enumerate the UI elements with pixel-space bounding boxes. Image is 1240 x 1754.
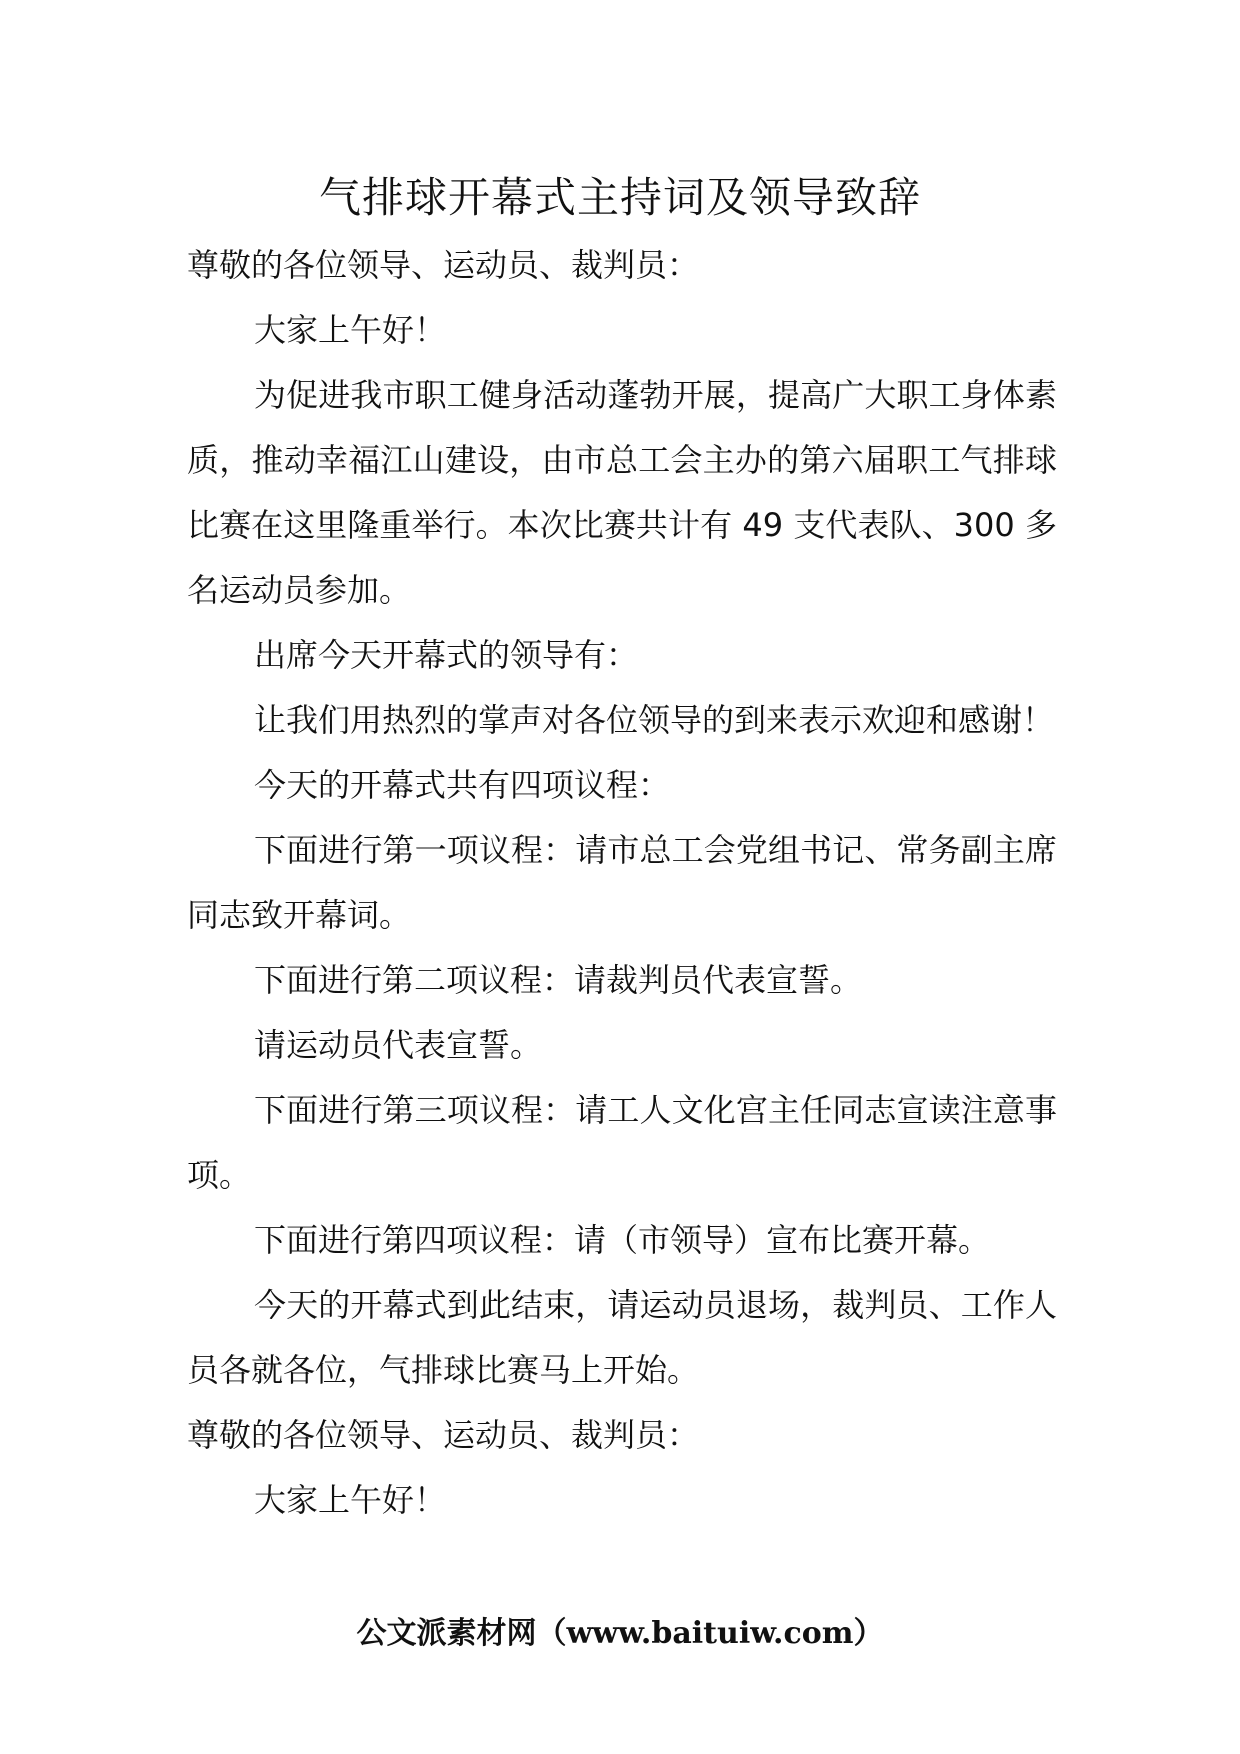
document-body [187, 233, 1057, 1533]
paragraph: 尊敬的各位领导、运动员、裁判员： [187, 1416, 700, 1454]
paragraph: 大家上午好！ [254, 1481, 447, 1519]
paragraph: 下面进行第一项议程：请市总工会党组书记、常务副主席同志致开幕词。 [187, 831, 1057, 934]
paragraph: 让我们用热烈的掌声对各位领导的到来表示欢迎和感谢！ [254, 701, 1055, 739]
paragraph: 今天的开幕式共有四项议程： [254, 766, 671, 804]
paragraph: 尊敬的各位领导、运动员、裁判员： [187, 246, 700, 284]
footer-watermark: 公文派素材网（www.baituiw.com） [356, 1616, 884, 1651]
paragraph: 为促进我市职工健身活动蓬勃开展，提高广大职工身体素质，推动幸福江山建设，由市总工会主办的第六届职工气排球比赛在这里隆重举行。本次比赛共计有 49 支代表队、300 多名运动员参加。 [187, 376, 1057, 609]
paragraph: 请运动员代表宣誓。 [254, 1026, 543, 1064]
paragraph: 大家上午好！ [254, 311, 447, 349]
paragraph: 下面进行第四项议程：请（市领导）宣布比赛开幕。 [254, 1221, 991, 1259]
paragraph: 出席今天开幕式的领导有： [254, 636, 639, 674]
document-title: 气排球开幕式主持词及领导致辞 [318, 173, 921, 222]
paragraph: 下面进行第三项议程：请工人文化宫主任同志宣读注意事项。 [187, 1091, 1057, 1194]
paragraph: 今天的开幕式到此结束，请运动员退场，裁判员、工作人员各就各位，气排球比赛马上开始。 [187, 1286, 1057, 1389]
paragraph: 下面进行第二项议程：请裁判员代表宣誓。 [254, 961, 863, 999]
